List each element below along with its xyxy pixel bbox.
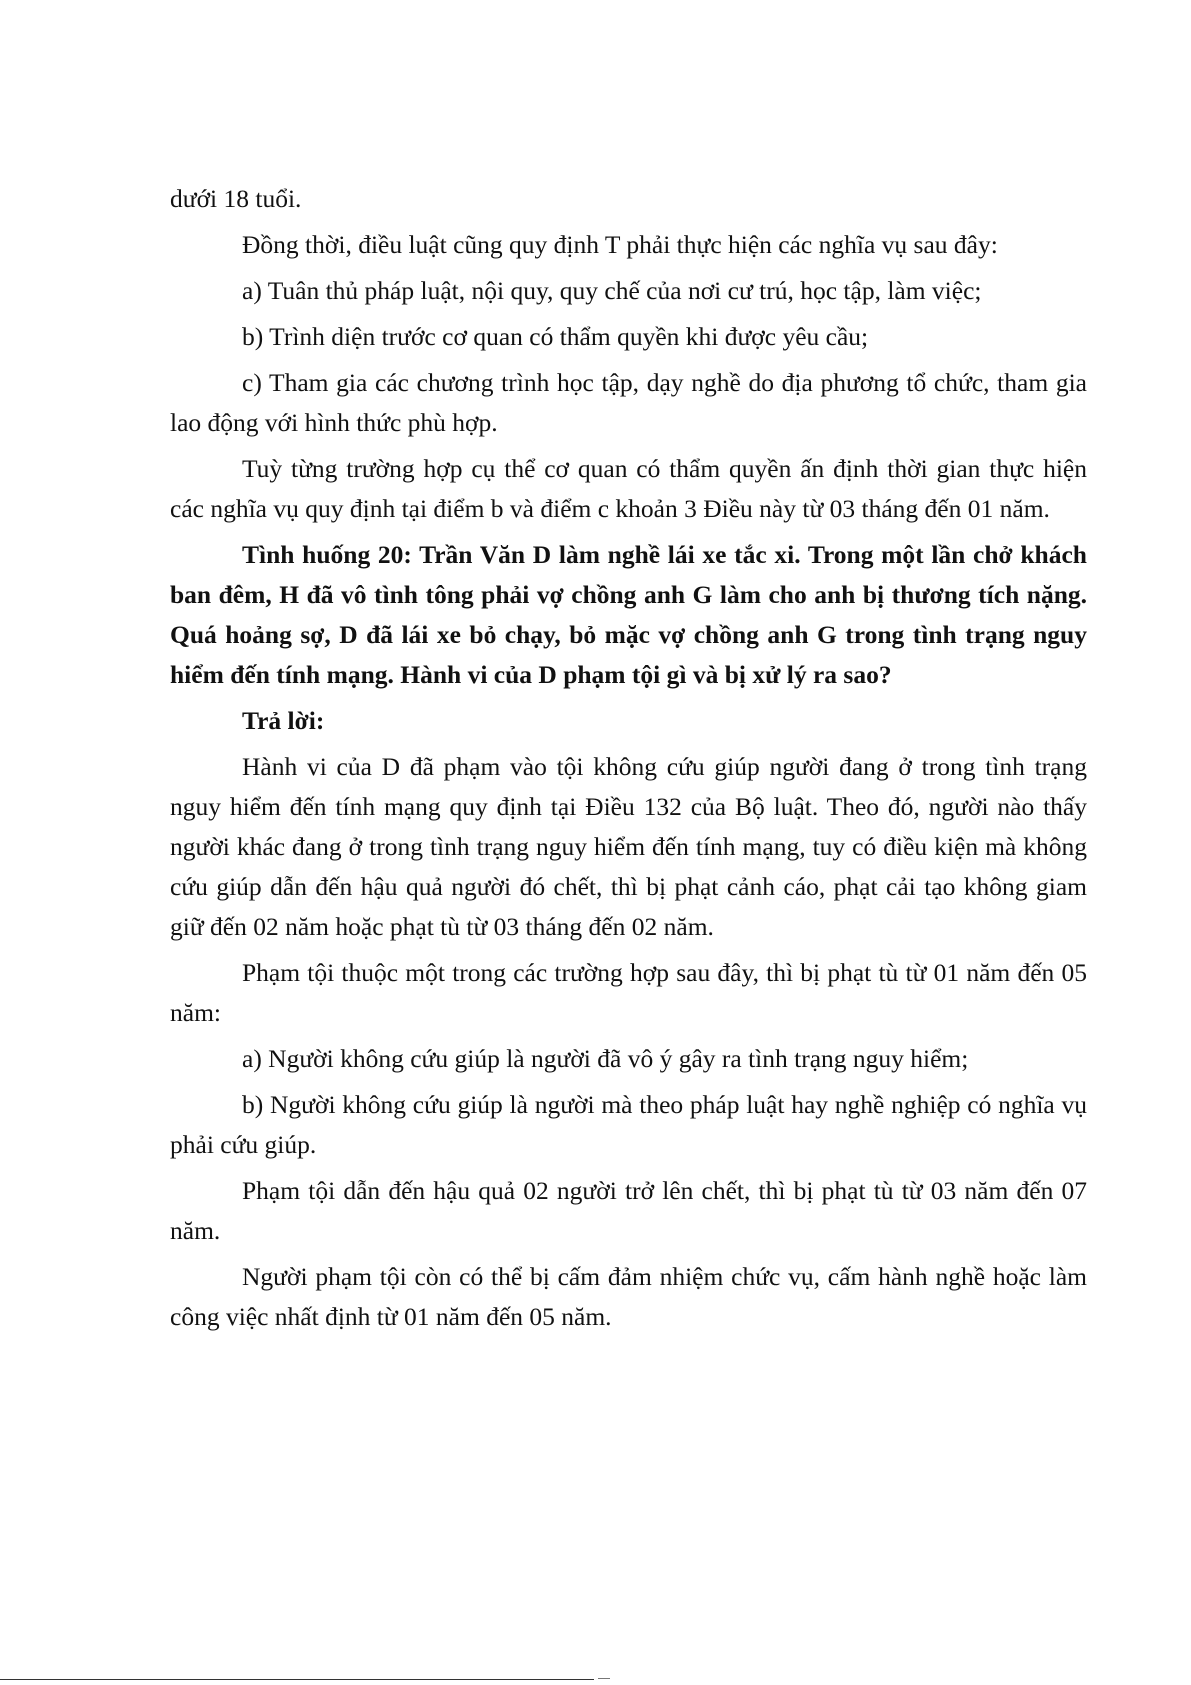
obligation-item-c: c) Tham gia các chương trình học tập, dạy nghề do địa phương tổ chức, tham gia lao động với hình thức phù hợp. (170, 368, 1087, 437)
answer-paragraph-1: Hành vi của D đã phạm vào tội không cứu giúp người đang ở trong tình trạng nguy hiểm đến tính mạng quy định tại Điều 132 của Bộ luật. Theo đó, người nào thấy người khác đang ở trong tình trạng nguy hiểm đến tính mạng, tuy có điều kiện mà không cứu giúp dẫn đến hậu quả người đó chết, thì bị phạt cảnh cáo, phạt cải tạo không giam giữ đến 02 năm hoặc phạt tù từ 03 tháng đến 02 năm. (170, 752, 1087, 941)
situation-20-question: Tình huống 20: Trần Văn D làm nghề lái xe tắc xi. Trong một lần chở khách ban đêm, H đã vô tình tông phải vợ chồng anh G làm cho anh bị thương tích nặng. Quá hoảng sợ, D đã lái xe bỏ chạy, bỏ mặc vợ chồng anh G trong tình trạng nguy hiểm đến tính mạng. Hành vi của D phạm tội gì và bị xử lý ra sao? (170, 540, 1087, 689)
footer-divider (0, 1679, 594, 1680)
paragraph-continuation: dưới 18 tuổi. (170, 184, 302, 213)
footer-mark (598, 1678, 610, 1679)
answer-heading: Trả lời: (242, 706, 325, 735)
obligation-item-a: a) Tuân thủ pháp luật, nội quy, quy chế của nơi cư trú, học tập, làm việc; (242, 276, 982, 305)
paragraph-duration: Tuỳ từng trường hợp cụ thể cơ quan có thẩm quyền ấn định thời gian thực hiện các nghĩa vụ quy định tại điểm b và điểm c khoản 3 Điều này từ 03 tháng đến 01 năm. (170, 454, 1087, 523)
obligation-item-b: b) Trình diện trước cơ quan có thẩm quyền khi được yêu cầu; (242, 322, 869, 351)
paragraph-obligations-intro: Đồng thời, điều luật cũng quy định T phải thực hiện các nghĩa vụ sau đây: (242, 230, 998, 259)
answer-paragraph-3: Phạm tội dẫn đến hậu quả 02 người trở lên chết, thì bị phạt tù từ 03 năm đến 07 năm. (170, 1176, 1087, 1245)
answer-paragraph-2: Phạm tội thuộc một trong các trường hợp sau đây, thì bị phạt tù từ 01 năm đến 05 năm: (170, 958, 1087, 1027)
page-body (170, 179, 1087, 1343)
case-item-b: b) Người không cứu giúp là người mà theo pháp luật hay nghề nghiệp có nghĩa vụ phải cứu giúp. (170, 1090, 1087, 1159)
case-item-a: a) Người không cứu giúp là người đã vô ý gây ra tình trạng nguy hiểm; (242, 1044, 969, 1073)
answer-paragraph-4: Người phạm tội còn có thể bị cấm đảm nhiệm chức vụ, cấm hành nghề hoặc làm công việc nhất định từ 01 năm đến 05 năm. (170, 1262, 1087, 1331)
